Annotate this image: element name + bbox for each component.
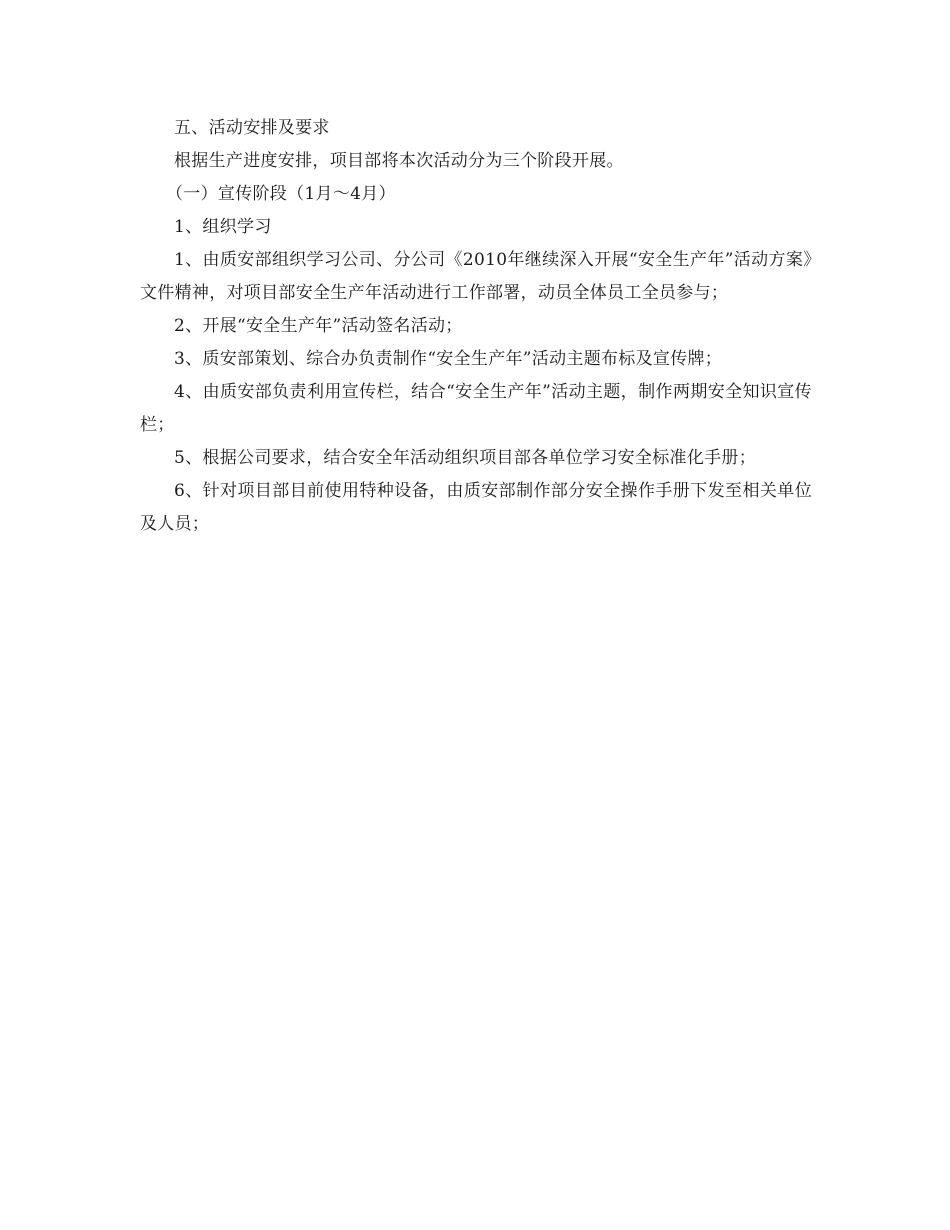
document-page (140, 112, 812, 541)
list-item: 5、根据公司要求，结合安全年活动组织项目部各单位学习安全标准化手册； (174, 448, 757, 468)
list-item: 3、质安部策划、综合办负责制作“安全生产年”活动主题布标及宣传牌； (174, 349, 723, 369)
list-item: 1、由质安部组织学习公司、分公司《2010年继续深入开展“安全生产年”活动方案》文件精神，对项目部安全生产年活动进行工作部署，动员全体员工全员参与； (140, 250, 812, 303)
list-item: 2、开展“安全生产年”活动签名活动； (174, 316, 463, 336)
phase-heading: （一）宣传阶段（1月～4月） (166, 184, 396, 204)
section-heading: 五、活动安排及要求 (174, 118, 330, 138)
list-item: 6、针对项目部目前使用特种设备，由质安部制作部分安全操作手册下发至相关单位及人员； (140, 481, 812, 534)
intro-paragraph: 根据生产进度安排，项目部将本次活动分为三个阶段开展。 (174, 151, 624, 171)
subsection-heading: 1、组织学习 (174, 217, 272, 237)
list-item: 4、由质安部负责利用宣传栏，结合“安全生产年”活动主题，制作两期安全知识宣传栏； (140, 382, 812, 435)
